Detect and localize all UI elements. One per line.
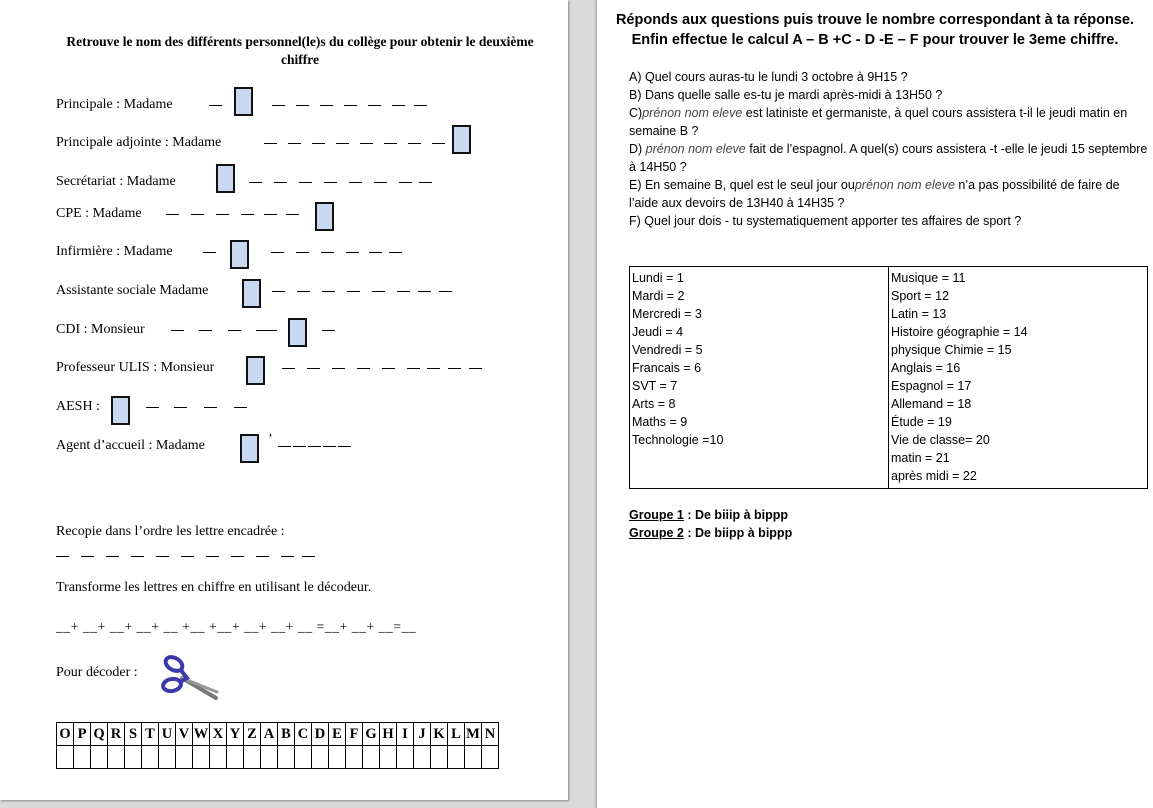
decoder-number-cell[interactable] <box>414 746 431 769</box>
group-1: Groupe 1 : De biiip à bippp <box>629 508 789 522</box>
decoder-letter-cell: B <box>278 723 295 746</box>
code-entry: Mercredi = 3 <box>632 307 702 321</box>
letter-box[interactable] <box>111 396 130 425</box>
decoder-number-cell[interactable] <box>346 746 363 769</box>
decoder-letter-cell: R <box>108 723 125 746</box>
decoder-letter-cell: Y <box>227 723 244 746</box>
question-a: A) Quel cours auras-tu le lundi 3 octobre à 9H15 ? <box>629 70 908 84</box>
decoder-number-cell[interactable] <box>278 746 295 769</box>
left-page <box>0 0 568 800</box>
decoder-letter-cell: C <box>295 723 312 746</box>
scissors-icon <box>160 652 220 704</box>
decoder-number-cell[interactable] <box>57 746 74 769</box>
code-entry: Francais = 6 <box>632 361 702 375</box>
code-entry: Vendredi = 5 <box>632 343 703 357</box>
decoder-number-cell[interactable] <box>227 746 244 769</box>
decoder-letter-cell: I <box>397 723 414 746</box>
code-entry: Lundi = 1 <box>632 271 684 285</box>
decoder-letter-cell: U <box>159 723 176 746</box>
decoder-letter-row <box>57 723 499 746</box>
question-c: C)prénon nom eleve est latiniste et germaniste, à quel cours assistera t-il le jeudi matin en semaine B ? <box>629 106 1128 138</box>
decoder-number-cell[interactable] <box>142 746 159 769</box>
decoder-letter-cell: F <box>346 723 363 746</box>
letter-box[interactable] <box>230 240 249 269</box>
decoder-number-cell[interactable] <box>210 746 227 769</box>
decoder-letter-cell: A <box>261 723 278 746</box>
decoder-letter-cell: Z <box>244 723 261 746</box>
left-page-title: Retrouve le nom des différents personnel(le)s du collège pour obtenir le deuxième chiffre <box>66 34 534 67</box>
letter-box[interactable] <box>240 434 259 463</box>
code-entry: physique Chimie = 15 <box>891 343 1012 357</box>
decoder-letter-cell: N <box>482 723 499 746</box>
letter-box[interactable] <box>452 125 471 154</box>
decoder-letter-cell: W <box>193 723 210 746</box>
decoder-letter-cell: M <box>465 723 482 746</box>
code-entry: Sport = 12 <box>891 289 950 303</box>
apostrophe: ’ <box>268 432 273 447</box>
codes-left-column <box>630 267 889 489</box>
title-line-2: Enfin effectue le calcul A – B +C - D -E – F pour trouver le 3eme chiffre. <box>631 32 1119 48</box>
code-entry: Étude = 19 <box>891 415 952 429</box>
code-entry: Latin = 13 <box>891 307 947 321</box>
decoder-letter-cell: H <box>380 723 397 746</box>
decoder-number-cell[interactable] <box>397 746 414 769</box>
decoder-letter-cell: O <box>57 723 74 746</box>
equation-line[interactable]: __+ __+ __+ __+ __ +__ +__+ __+ __+ __ =__+ __+ __=__ <box>56 619 417 634</box>
code-entry: Espagnol = 17 <box>891 379 972 393</box>
copy-instruction: Recopie dans l’ordre les lettre encadrée : <box>56 524 285 539</box>
code-entry: Arts = 8 <box>632 397 676 411</box>
decode-label: Pour décoder : <box>56 665 138 680</box>
staff-label: CDI : Monsieur <box>56 322 145 337</box>
letter-box[interactable] <box>246 356 265 385</box>
letter-box[interactable] <box>216 164 235 193</box>
decoder-number-cell[interactable] <box>91 746 108 769</box>
staff-label: AESH : <box>56 399 100 414</box>
decoder-table <box>56 722 499 769</box>
code-entry: Jeudi = 4 <box>632 325 684 339</box>
decoder-letter-cell: G <box>363 723 380 746</box>
staff-label: Professeur ULIS : Monsieur <box>56 360 215 375</box>
codes-right-column <box>889 267 1148 489</box>
decoder-letter-cell: S <box>125 723 142 746</box>
code-entry: matin = 21 <box>891 451 950 465</box>
decoder-number-cell[interactable] <box>363 746 380 769</box>
code-entry: Technologie =10 <box>632 433 724 447</box>
staff-label: Assistante sociale Madame <box>56 283 209 298</box>
staff-label: Agent d’accueil : Madame <box>56 438 205 453</box>
right-page <box>597 0 1153 808</box>
code-entry: SVT = 7 <box>632 379 678 393</box>
decoder-number-cell[interactable] <box>329 746 346 769</box>
decoder-letter-cell: T <box>142 723 159 746</box>
staff-label: Principale : Madame <box>56 97 173 112</box>
decoder-number-cell[interactable] <box>431 746 448 769</box>
decoder-number-cell[interactable] <box>108 746 125 769</box>
decoder-number-cell[interactable] <box>244 746 261 769</box>
code-entry: Musique = 11 <box>891 271 966 285</box>
decoder-number-cell[interactable] <box>465 746 482 769</box>
code-entry: Maths = 9 <box>632 415 688 429</box>
decoder-letter-cell: L <box>448 723 465 746</box>
staff-label: Secrétariat : Madame <box>56 174 176 189</box>
decoder-number-cell[interactable] <box>176 746 193 769</box>
question-b: B) Dans quelle salle es-tu je mardi après-midi à 13H50 ? <box>629 88 943 102</box>
decoder-number-cell[interactable] <box>312 746 329 769</box>
letter-box[interactable] <box>288 318 307 347</box>
letter-box[interactable] <box>315 202 334 231</box>
code-entry: Allemand = 18 <box>891 397 972 411</box>
code-entry: après midi = 22 <box>891 469 977 483</box>
decoder-letter-cell: V <box>176 723 193 746</box>
title-line-1: Réponds aux questions puis trouve le nombre correspondant à ta réponse. <box>615 12 1135 28</box>
code-entry: Histoire géographie = 14 <box>891 325 1028 339</box>
letter-box[interactable] <box>242 279 261 308</box>
decoder-number-cell[interactable] <box>261 746 278 769</box>
decoder-letter-cell: K <box>431 723 448 746</box>
staff-label: CPE : Madame <box>56 206 142 221</box>
decoder-letter-cell: P <box>74 723 91 746</box>
code-entry: Anglais = 16 <box>891 361 961 375</box>
letter-box[interactable] <box>234 87 253 116</box>
decoder-number-cell[interactable] <box>193 746 210 769</box>
question-d: D) prénon nom eleve fait de l’espagnol. A quel(s) cours assistera -t -elle le jeudi 15 septembre à 14H50 ? <box>629 142 1148 174</box>
transform-instruction: Transforme les lettres en chiffre en utilisant le décodeur. <box>56 580 372 595</box>
decoder-number-cell[interactable] <box>448 746 465 769</box>
right-page-title <box>597 10 1153 50</box>
code-entry: Mardi = 2 <box>632 289 685 303</box>
codes-table <box>629 266 1148 489</box>
decoder-letter-cell: X <box>210 723 227 746</box>
decoder-letter-cell: J <box>414 723 431 746</box>
decoder-number-cell[interactable] <box>380 746 397 769</box>
decoder-letter-cell: E <box>329 723 346 746</box>
decoder-letter-cell: D <box>312 723 329 746</box>
decoder-number-cell[interactable] <box>482 746 499 769</box>
decoder-letter-cell: Q <box>91 723 108 746</box>
decoder-number-cell[interactable] <box>159 746 176 769</box>
code-entry: Vie de classe= 20 <box>891 433 990 447</box>
staff-label: Principale adjointe : Madame <box>56 135 222 150</box>
group-2: Groupe 2 : De biipp à bippp <box>629 526 793 540</box>
questions-list <box>629 68 1149 230</box>
question-f: F) Quel jour dois - tu systematiquement apporter tes affaires de sport ? <box>629 214 1022 228</box>
staff-label: Infirmière : Madame <box>56 244 173 259</box>
decoder-number-cell[interactable] <box>125 746 142 769</box>
question-e: E) En semaine B, quel est le seul jour ouprénon nom eleve n’a pas possibilité de faire de l’aide aux devoirs de 13H40 à 14H35 ? <box>629 178 1120 210</box>
decoder-number-cell[interactable] <box>295 746 312 769</box>
groups <box>629 506 792 542</box>
decoder-number-row[interactable] <box>57 746 499 769</box>
decoder-number-cell[interactable] <box>74 746 91 769</box>
